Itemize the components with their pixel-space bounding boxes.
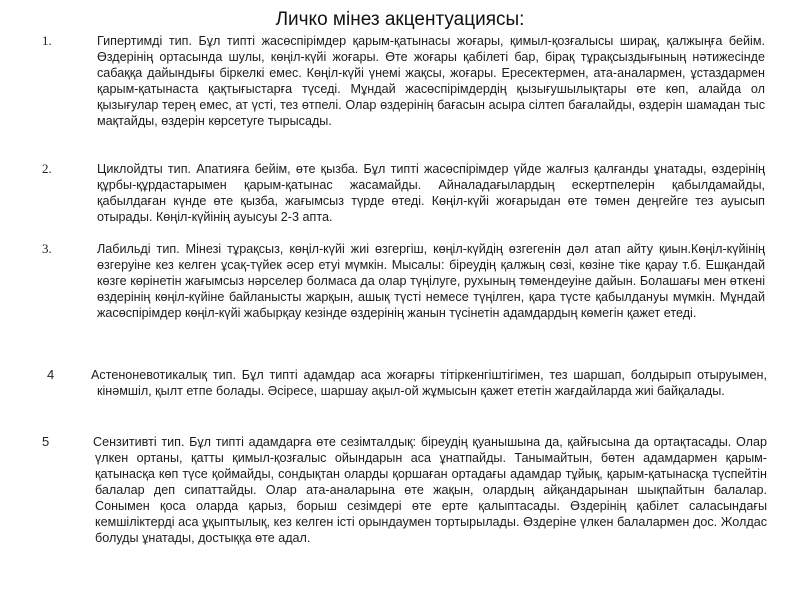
list-item-number: 2. — [42, 161, 52, 176]
list-item-number: 5 — [42, 434, 50, 449]
list-item-text: Сензитивті тип. Бұл типті адамдарға өте сезімталдық: біреудің қуанышына да, қайғысына да ортақтасады. Олар үлкен ортаны, қатты қимыл-қозғалыс ойындарын аса ұнатпайды. Танымайтын, бөтен адамдармен қарым-қатынасқа көп түсе қоймайды, сондықтан оларды қоршаған ортадағы адамдар тұйық, қарым-қатынасқа түспейтін балалар деп сипаттайды. Олар ата-аналарына өте жақын, олардың айқандарынан шықпайтын балалар. Сонымен қоса оларда қарыз, борыш сезімдері өте ерте қалыптасады. Өздерінің қабілет саласындағы кемшіліктерді аса ұқыптылық, кез келген істі орындаумен тортырылады. Өздеріне үлкен балалармен дос. Жолдас болуды ұнатады, достыққа өте адал. — [93, 435, 767, 545]
page-title: Личко мінез акцентуациясы: — [275, 9, 525, 30]
list-item-text: Лабильді тип. Мінезі тұрақсыз, көңіл-күйі жиі өзгергіш, көңіл-күйдің өзгегенін дәл атап айту қиын.Көңіл-күйінің өзгеруіне кез келген ұсақ-түйек әсер етуі мүмкін. Мысалы: біреудің қалжың сөзі, көзіне тіке қарау т.б. Ешқандай көзге көрінетін жағымсыз нәрселер болмаса да олар түңілуге, рухының төмендеуіне дайын. Болашағы мен өткені өздерінің көңіл-күйіне байланысты жарқын, ашық түсті немесе түңілген, қара түсте қабылдануы мүмкін. Мұндай жасөспірімдер көңіл-күйі жабырқау кезінде өздерінің жанын түсінетін адамдардың көмегін қажет етеді. — [97, 242, 765, 320]
list-item-text: Гипертимді тип. Бұл типті жасөспірімдер қарым-қатынасы жоғары, қимыл-қозғалысы ширақ, қалжыңға бейім. Өздерінің ортасында шулы, көңіл-күйі жоғары. Өте жоғары қабілеті бар, бірақ тұрақсыздығының нәтижесінде сабаққа дайындығы біркелкі емес. Көңіл-күйі үнемі жақсы, жоғары. Ересектермен, ата-аналармен, ұстаздармен қарым-қатынаста қақтығыстарға түседі. Мұндай жасөспірімдердің қызығушылықтары өте көп, алайда ол қызығулар терең емес, ат үсті, тез өтпелі. Олар өздерінің бағасын асыра сілтеп бағалайды, өздерін шамадан тыс мақтайды, өздерін көрсетуге тырысады. — [97, 34, 765, 128]
list-item-number: 4 — [47, 367, 55, 382]
list-item-number: 3. — [42, 241, 52, 256]
list-item-number: 1. — [42, 33, 52, 48]
list-item-text: Циклойдты тип. Апатияға бейім, өте қызба. Бұл типті жасөспірімдер үйде жалғыз қалғанды ұнатады, өздерінің құрбы-құрдастарымен қарым-қатынас жасамайды. Айналадағылардың ескертпелерін қабылдамайды, қабылдаған күнде өте қызба, жағымсыз түрде өтеді. Көңіл-күйі жоғарыдан өте төмен деңгейге тез ауысып отырады. Көңіл-күйінің ауысуы 2-3 апта. — [97, 162, 765, 224]
list-item-text: Астеноневотикалық тип. Бұл типті адамдар аса жоғарғы тітіркенгіштігімен, тез шаршап, болдырып отыруымен, кінәмшіл, қылт етпе болады. Әсіресе, шаршау ақыл-ой жұмысын қажет ететін жағдайларда жиі байқалады. — [91, 368, 767, 398]
